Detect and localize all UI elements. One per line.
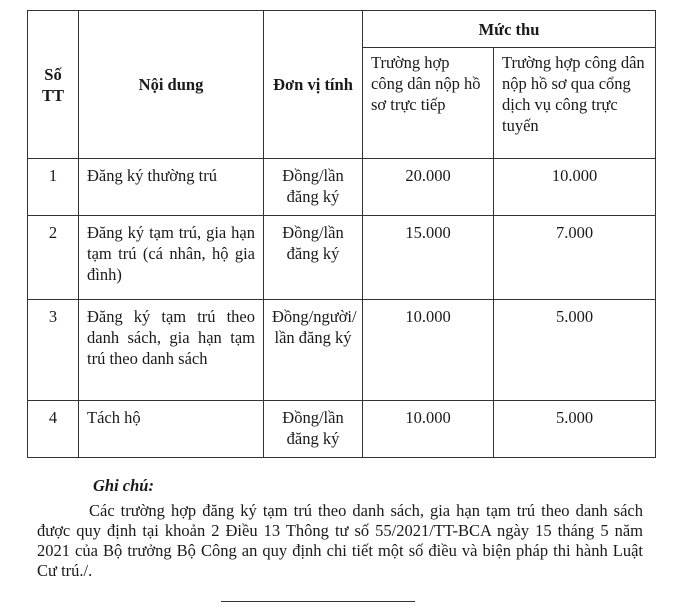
row-no: 4 [28, 401, 79, 458]
header-direct: Trường hợp công dân nộp hồ sơ trực tiếp [363, 48, 494, 159]
note-title: Ghi chú: [93, 476, 154, 495]
row-unit: Đồng/người/ lần đăng ký [264, 300, 363, 401]
row-online-fee: 10.000 [494, 159, 656, 216]
row-direct-fee: 10.000 [363, 401, 494, 458]
row-direct-fee: 10.000 [363, 300, 494, 401]
header-unit: Đơn vị tính [264, 11, 363, 159]
note-body: Các trường hợp đăng ký tạm trú theo danh sách, gia hạn tạm trú theo danh sách được quy định tại khoản 2 Điều 13 Thông tư số 55/2021/TT-BCA ngày 15 tháng 5 năm 2021 của Bộ trưởng Bộ Công an quy định chi tiết một số điều và biện pháp thi hành Luật Cư trú./. [37, 501, 643, 580]
row-online-fee: 7.000 [494, 216, 656, 300]
row-online-fee: 5.000 [494, 401, 656, 458]
table-row [28, 216, 656, 300]
row-unit: Đồng/lần đăng ký [264, 216, 363, 300]
table-row [28, 159, 656, 216]
row-no: 2 [28, 216, 79, 300]
row-content: Đăng ký tạm trú, gia hạn tạm trú (cá nhân, hộ gia đình) [79, 216, 264, 300]
row-no: 3 [28, 300, 79, 401]
table-row [28, 401, 656, 458]
table-row [28, 300, 656, 401]
header-fee: Mức thu [363, 11, 656, 48]
header-content: Nội dung [79, 11, 264, 159]
row-content: Đăng ký thường trú [79, 159, 264, 216]
row-no: 1 [28, 159, 79, 216]
fee-table [27, 10, 656, 458]
end-rule [221, 601, 415, 602]
row-unit: Đồng/lần đăng ký [264, 401, 363, 458]
header-no: Số TT [28, 11, 79, 159]
header-online: Trường hợp công dân nộp hồ sơ qua cổng dịch vụ công trực tuyến [494, 48, 656, 159]
row-direct-fee: 20.000 [363, 159, 494, 216]
row-content: Đăng ký tạm trú theo danh sách, gia hạn tạm trú theo danh sách [79, 300, 264, 401]
row-direct-fee: 15.000 [363, 216, 494, 300]
header-row [28, 11, 656, 48]
row-online-fee: 5.000 [494, 300, 656, 401]
row-content: Tách hộ [79, 401, 264, 458]
row-unit: Đồng/lần đăng ký [264, 159, 363, 216]
